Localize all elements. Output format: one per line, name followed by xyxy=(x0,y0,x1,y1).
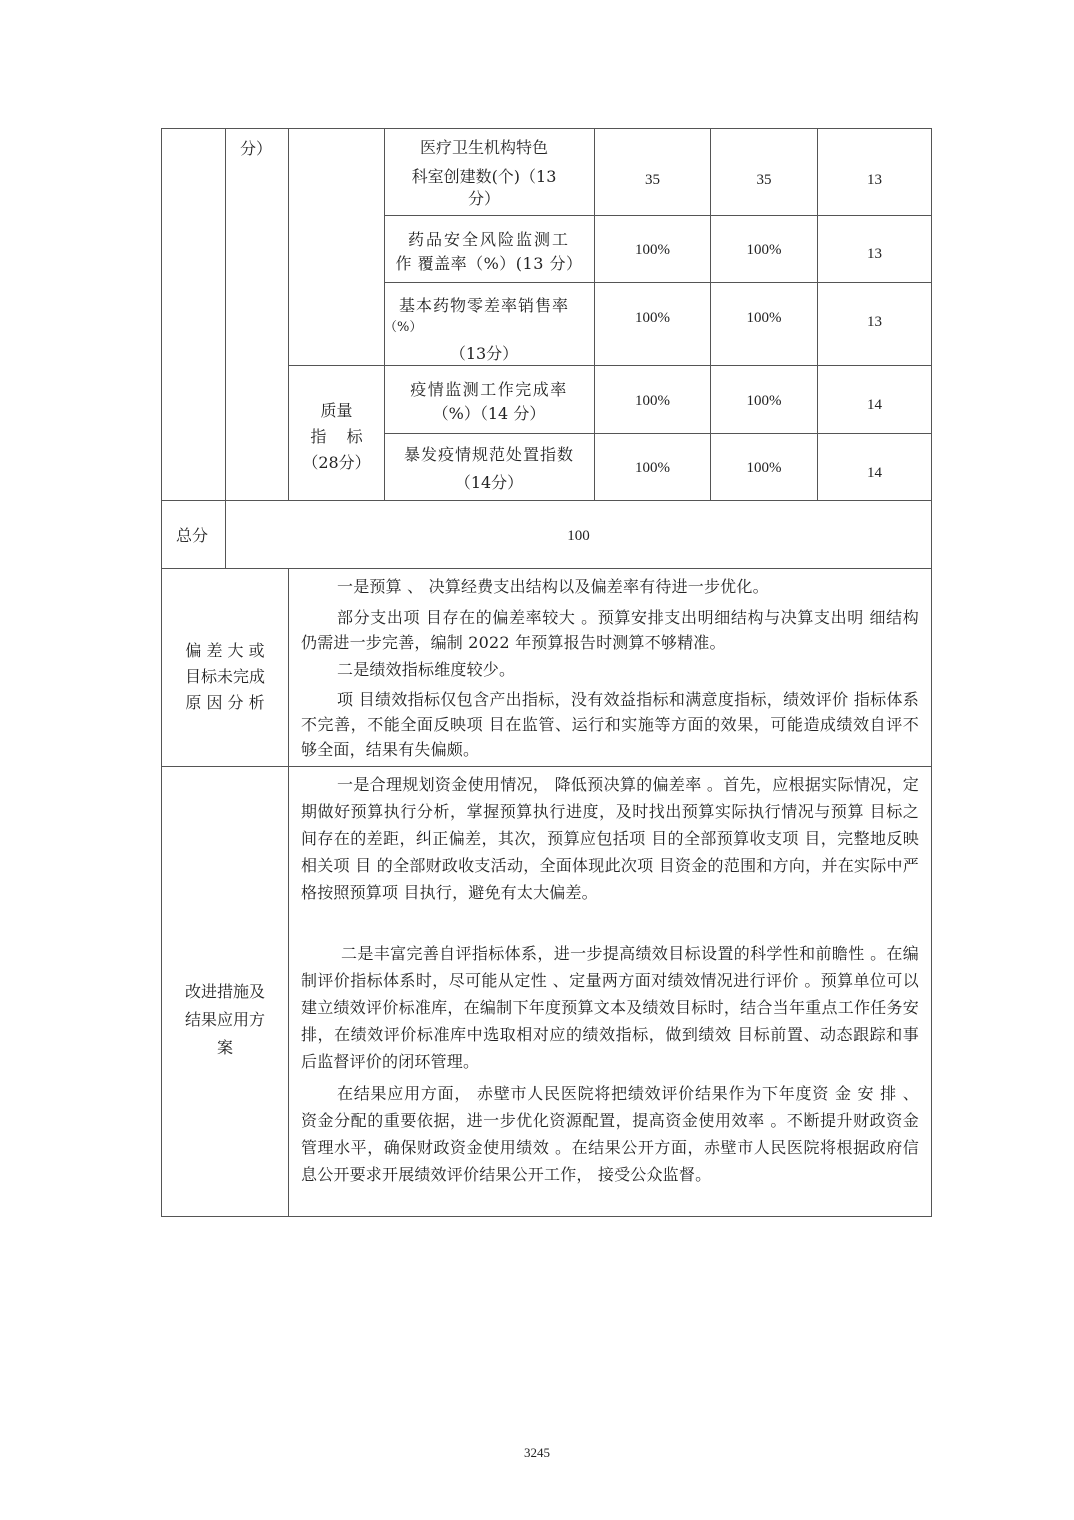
score-value: 14 xyxy=(867,465,882,481)
target-value: 100% xyxy=(635,310,670,326)
actual-value: 35 xyxy=(756,172,772,188)
actual-value: 100% xyxy=(746,393,782,409)
indicator-name: 基本药物零差率销售率 （%） （13分） xyxy=(384,296,569,363)
target-value: 100% xyxy=(635,460,670,476)
indicator-name: 疫情监测工作完成率 （%）（14 分） xyxy=(410,380,568,423)
improvement-paragraph: 一是合理规划资金使用情况， 降低预决算的偏差率 。首先，应根据实际情况，定期做好预算执行分析，掌握预算执行进度，及时找出预算实际执行情况与预算 目标之间存在的差距，纠正偏差，其次，预算应包括项 目的全部预算收支项 目，完整地反映相关项 目 的全部财政收支活动，全面体现此次项 目资金的范围和方向，并在实际中严格按照预算项 目执行，避免有太大偏差。 xyxy=(301,775,919,902)
deviation-paragraph: 二是绩效指标维度较少。 xyxy=(337,660,516,679)
target-value: 100% xyxy=(635,242,670,258)
indicator-name: 暴发疫情规范处置指数 （14分） xyxy=(403,445,574,492)
deviation-paragraph: 一是预算 、 决算经费支出结构以及偏差率有待进一步优化。 xyxy=(337,577,769,596)
deviation-analysis-label: 偏 差 大 或 目标未完成 原 因 分 析 xyxy=(184,641,265,712)
indicator-name: 医疗卫生机构特色 科室创建数(个)（13 分） xyxy=(411,138,557,208)
total-value: 100 xyxy=(567,528,590,544)
improvement-paragraph: 在结果应用方面， 赤壁市人民医院将把绩效评价结果作为下年度资 金 安 排 、 资金分配的重要依据，进一步优化资源配置，提高资金使用效率 。不断提升财政资金管理水平，确保财政资金使用绩效 。在结果公开方面，赤壁市人民医院将根据政府信息公开要求开展绩效评价结果公开工作， 接受公众监督。 xyxy=(301,1084,919,1184)
deviation-paragraph: 部分支出项 目存在的偏差率较大 。预算安排支出明细结构与决算支出明 细结构仍需进一步完善，编制 2022 年预算报告时测算不够精准。 xyxy=(301,608,919,652)
score-value: 13 xyxy=(867,246,882,262)
improvement-paragraph: 二是丰富完善自评指标体系，进一步提高绩效目标设置的科学性和前瞻性 。在编制评价指标体系时，尽可能从定性 、定量两方面对绩效情况进行评价 。预算单位可以建立绩效评价标准库，在编制下年度预算文本及绩效目标时，结合当年重点工作任务安排，在绩效评价标准库中选取相对应的绩效指标，做到绩效 目标前置、动态跟踪和事后监督评价的闭环管理。 xyxy=(301,944,919,1071)
actual-value: 100% xyxy=(746,242,782,258)
indicator-name: 药品安全风险监测工 作 覆盖率（%）(13 分） xyxy=(395,230,583,273)
total-label: 总分 xyxy=(176,526,209,545)
page-number: 3245 xyxy=(524,1445,550,1460)
score-value: 14 xyxy=(867,397,882,413)
improvement-label: 改进措施及 结果应用方 案 xyxy=(184,982,265,1057)
score-value: 13 xyxy=(867,172,882,188)
quality-indicator-label: 质量 指 标 （28分） xyxy=(302,401,371,472)
actual-value: 100% xyxy=(746,310,782,326)
indicator-level2-fragment: 分） xyxy=(240,139,273,158)
deviation-paragraph: 项 目绩效指标仅包含产出指标，没有效益指标和满意度指标，绩效评价 指标体系不完善，不能全面反映项 目在监管、运行和实施等方面的效果，可能造成绩效自评不够全面，结果有失偏颇。 xyxy=(301,690,919,759)
score-value: 13 xyxy=(867,314,882,330)
actual-value: 100% xyxy=(746,460,782,476)
target-value: 35 xyxy=(645,172,660,188)
target-value: 100% xyxy=(635,393,670,409)
